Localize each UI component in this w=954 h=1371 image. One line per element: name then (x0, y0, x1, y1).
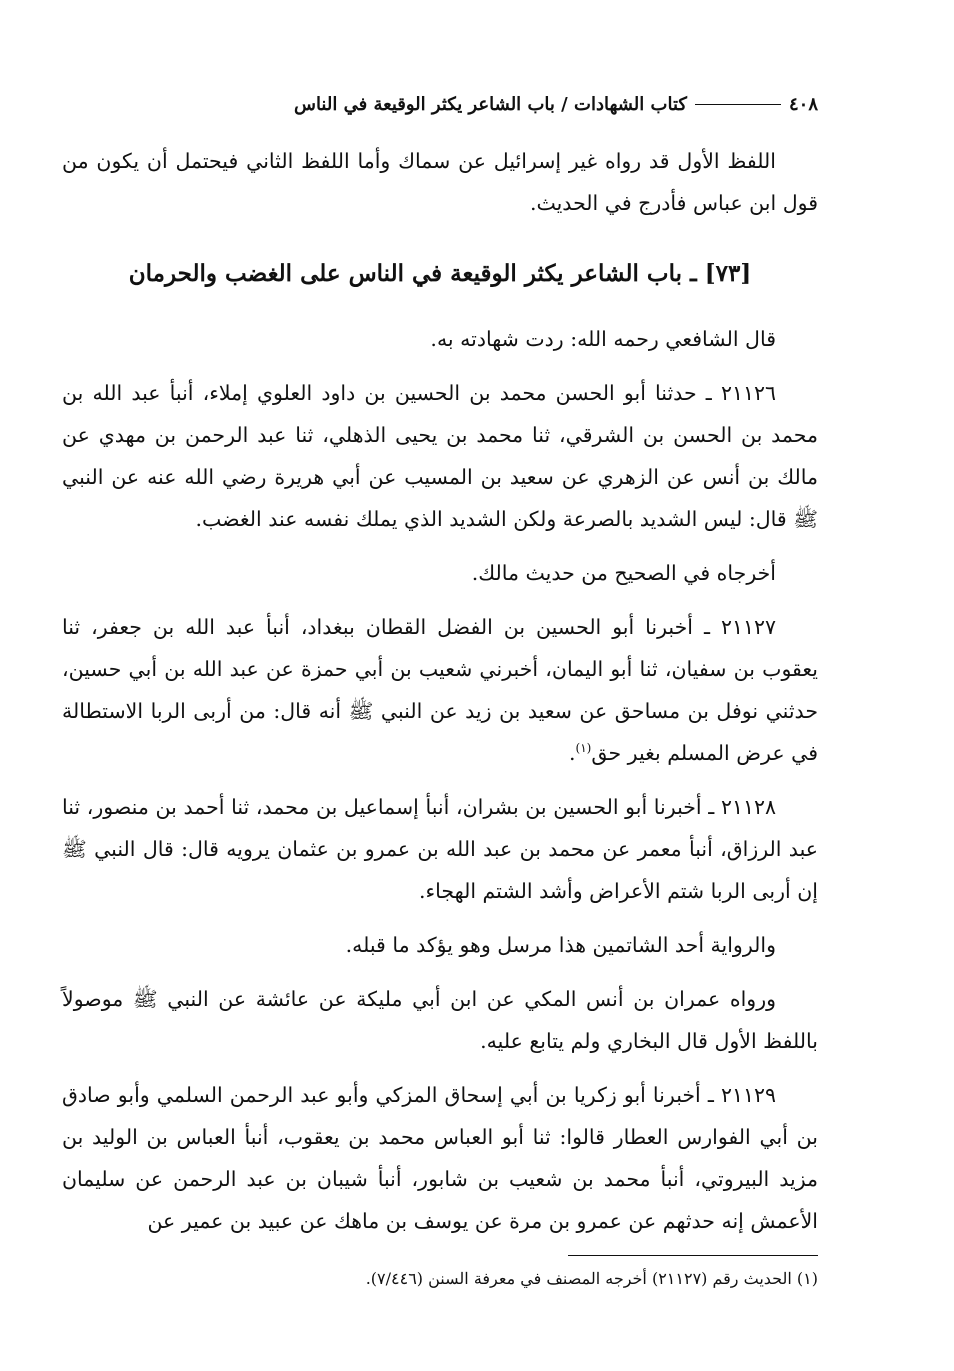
page-number: ٤٠٨ (788, 93, 818, 115)
hadith-21127-end: . (568, 741, 576, 765)
footnote-marker: (١) (575, 741, 592, 756)
paragraph-shafii: قال الشافعي رحمه الله: ردت شهادته به. (430, 327, 776, 351)
chapter-title: [٧٣] ـ باب الشاعر يكثر الوقيعة في الناس على الغضب والحرمان (128, 260, 752, 287)
main-text (62, 140, 818, 1254)
hadith-21128: ٢١١٢٨ ـ أخبرنا أبو الحسين بن بشران، أنبأ إسماعيل بن محمد، ثنا أحمد بن منصور، ثنا عبد الرزاق، أنبأ معمر عن محمد بن عبد الله بن عمرو بن عثمان يرويه قال: قال النبي ﷺ إن أربى الربا شتم الأعراض وأشد الشتم الهجاء. (62, 795, 818, 903)
running-title: كتاب الشهادات / باب الشاعر يكثر الوقيعة في الناس (293, 93, 687, 115)
header-rule (695, 104, 781, 105)
intro-paragraph: اللفظ الأول قد رواه غير إسرائيل عن سماك وأما اللفظ الثاني فيحتمل أن يكون من قول ابن عباس فأدرج في الحديث. (62, 149, 818, 215)
paragraph-takhrij: أخرجاه في الصحيح من حديث مالك. (471, 561, 776, 585)
hadith-21127-text: ٢١١٢٧ ـ أخبرنا أبو الحسين بن الفضل القطان ببغداد، أنبأ عبد الله بن جعفر، ثنا يعقوب بن سفيان، ثنا أبو اليمان، أخبرني شعيب بن أبي حمزة عن عبد الله بن أبي حسين، حدثني نوفل بن مساحق عن سعيد بن زيد عن النبي ﷺ أنه قال: من أربى الربا الاستطالة في عرض المسلم بغير حق (62, 615, 818, 765)
paragraph-mursal: والرواية أحد الشاتمين هذا مرسل وهو يؤكد ما قبله. (345, 933, 776, 957)
running-header (62, 86, 818, 122)
footnote: (١) الحديث رقم (٢١١٢٧) أخرجه المصنف في معرفة السنن (٧/٤٤٦). (365, 1269, 818, 1288)
paragraph-imran: ورواه عمران بن أنس المكي عن ابن أبي مليكة عن عائشة عن النبي ﷺ موصولاً باللفظ الأول قال البخاري ولم يتابع عليه. (62, 987, 818, 1053)
hadith-21126: ٢١١٢٦ ـ حدثنا أبو الحسن محمد بن الحسين بن داود العلوي إملاء، أنبأ عبد الله بن محمد بن الحسن بن الشرقي، ثنا محمد بن يحيى الذهلي، ثنا عبد الرحمن بن مهدي عن مالك بن أنس عن الزهري عن سعيد بن المسيب عن أبي هريرة رضي الله عنه عن النبي ﷺ قال: ليس الشديد بالصرعة ولكن الشديد الذي يملك نفسه عند الغضب. (62, 381, 818, 531)
hadith-21129: ٢١١٢٩ ـ أخبرنا أبو زكريا بن أبي إسحاق المزكي وأبو عبد الرحمن السلمي وأبو صادق بن أبي الفوارس العطار قالوا: ثنا أبو العباس محمد بن يعقوب، أنبأ العباس بن الوليد بن مزيد البيروتي، أنبأ محمد بن شعيب بن شابور، أنبأ شيبان بن عبد الرحمن عن سليمان الأعمش إنه حدثهم عن عمرو بن مرة عن يوسف بن ماهك عن عبيد بن عمير عن (62, 1083, 818, 1233)
footnote-separator (568, 1255, 818, 1256)
hadith-21127 (62, 606, 818, 774)
